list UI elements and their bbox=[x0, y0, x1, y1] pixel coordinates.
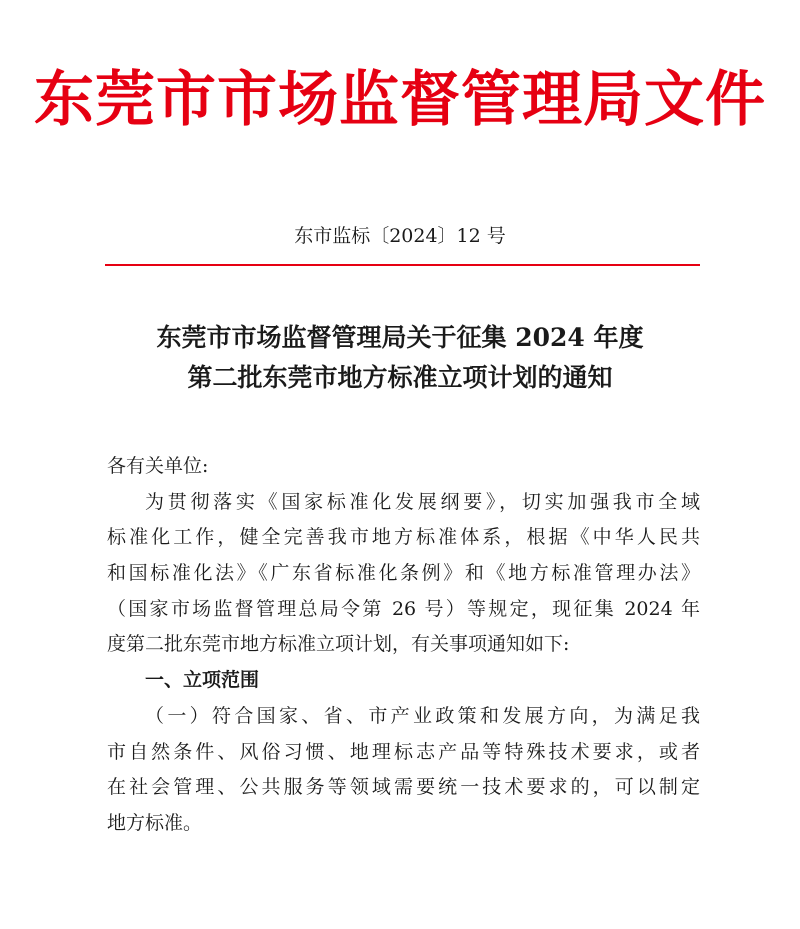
paragraph-2-line-3: 在社会管理、公共服务等领域需要统一技术要求的，可以制定 bbox=[107, 776, 700, 799]
title-line-1: 东莞市市场监督管理局关于征集 2024 年度 bbox=[156, 323, 644, 352]
paragraph-2-line-4: 地方标准。 bbox=[107, 811, 203, 834]
paragraph-2-line-1: （一）符合国家、省、市产业政策和发展方向，为满足我 bbox=[145, 704, 700, 727]
paragraph-1-line-1: 为贯彻落实《国家标准化发展纲要》，切实加强我市全域 bbox=[145, 490, 700, 513]
document-masthead: 东莞市市场监督管理局文件 bbox=[34, 65, 766, 135]
paragraph-1-line-2: 标准化工作，健全完善我市地方标准体系，根据《中华人民共 bbox=[107, 526, 700, 549]
red-divider-line bbox=[105, 264, 700, 266]
salutation: 各有关单位: bbox=[107, 455, 209, 477]
paragraph-1-line-5: 度第二批东莞市地方标准立项计划，有关事项通知如下: bbox=[107, 633, 570, 656]
paragraph-2 bbox=[107, 699, 700, 842]
title-line-2: 第二批东莞市地方标准立项计划的通知 bbox=[187, 363, 613, 392]
section-1-heading: 一、立项范围 bbox=[145, 669, 260, 692]
paragraph-1-line-3: 和国标准化法》《广东省标准化条例》和《地方标准管理办法》 bbox=[107, 562, 700, 585]
paragraph-1-line-4: （国家市场监督管理总局令第 26 号）等规定，现征集 2024 年 bbox=[107, 597, 700, 620]
document-title bbox=[0, 318, 800, 398]
document-number: 东市监标〔2024〕12 号 bbox=[294, 225, 506, 247]
paragraph-2-line-2: 市自然条件、风俗习惯、地理标志产品等特殊技术要求，或者 bbox=[107, 740, 700, 763]
paragraph-1 bbox=[107, 485, 700, 663]
document-body bbox=[107, 449, 700, 842]
